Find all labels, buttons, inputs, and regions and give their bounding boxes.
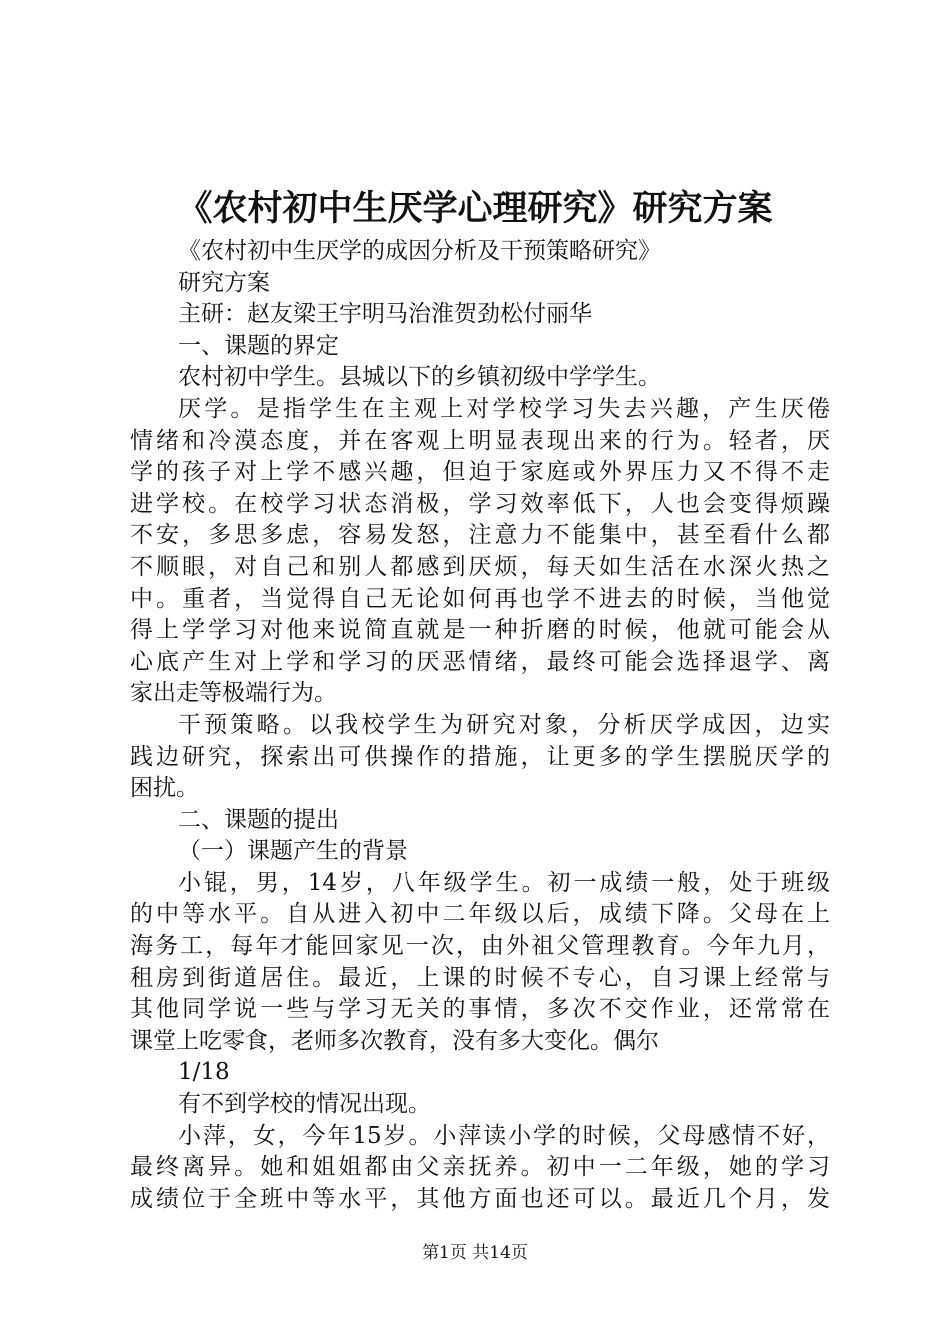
text-line: 不顺眼，对自己和别人都感到厌烦，每天如生活在水深火热之 [130,553,830,580]
text-line: 1/18 [178,1059,230,1086]
text-line: 心底产生对上学和学习的厌恶情绪，最终可能会选择退学、离 [130,648,830,675]
text-line: 困扰。 [130,775,199,802]
text-line: 农村初中学生。县城以下的乡镇初级中学学生。 [178,364,661,391]
text-line: 小锟，男，14岁，八年级学生。初一成绩一般，处于班级 [178,869,830,896]
text-line: 主研：赵友梁王宇明马治淮贺劲松付丽华 [178,301,592,328]
text-line: 厌学。是指学生在主观上对学校学习失去兴趣，产生厌倦 [178,395,830,422]
text-line: 《农村初中生厌学的成因分析及干预策略研究》 [178,238,661,264]
text-line: 不安，多思多虑，容易发怒，注意力不能集中，甚至看什么都 [130,522,830,549]
text-line: 最终离异。她和姐姐都由父亲抚养。初中一二年级，她的学习 [130,1154,830,1181]
text-line: 一、课题的界定 [178,332,339,359]
text-line: 得上学学习对他来说简直就是一种折磨的时候，他就可能会从 [130,617,830,644]
text-line: 的中等水平。自从进入初中二年级以后，成绩下降。父母在上 [130,901,830,928]
page-footer: 第1页 共14页 [422,1243,528,1263]
document-body [130,236,830,1215]
text-line: 二、课题的提出 [178,806,339,833]
text-line: 成绩位于全班中等水平，其他方面也还可以。最近几个月，发 [130,1185,830,1212]
page-title: 《农村初中生厌学心理研究》研究方案 [177,188,773,229]
text-line: 学的孩子对上学不感兴趣，但迫于家庭或外界压力又不得不走 [130,459,830,486]
text-line: 有不到学校的情况出现。 [178,1091,431,1118]
text-line: 租房到街道居住。最近，上课的时候不专心，自习课上经常与 [130,964,830,991]
text-line: 中。重者，当觉得自己无论如何再也学不进去的时候，当他觉 [130,585,830,612]
text-line: 其他同学说一些与学习无关的事情，多次不交作业，还常常在 [130,996,830,1023]
text-line: 进学校。在校学习状态消极，学习效率低下，人也会变得烦躁 [130,490,830,517]
text-line: （一）课题产生的背景 [178,838,408,865]
text-line: 干预策略。以我校学生为研究对象，分析厌学成因，边实 [178,711,830,738]
text-line: 情绪和冷漠态度，并在客观上明显表现出来的行为。轻者，厌 [130,427,830,454]
text-line: 研究方案 [178,269,270,296]
text-line: 家出走等极端行为。 [130,680,337,707]
text-line: 课堂上吃零食，老师多次教育，没有多大变化。偶尔 [130,1027,659,1054]
text-line: 践边研究，探索出可供操作的措施，让更多的学生摆脱厌学的 [130,743,830,770]
text-line: 小萍，女，今年15岁。小萍读小学的时候，父母感情不好， [178,1122,830,1149]
text-line: 海务工，每年才能回家见一次，由外祖父管理教育。今年九月， [130,933,830,960]
